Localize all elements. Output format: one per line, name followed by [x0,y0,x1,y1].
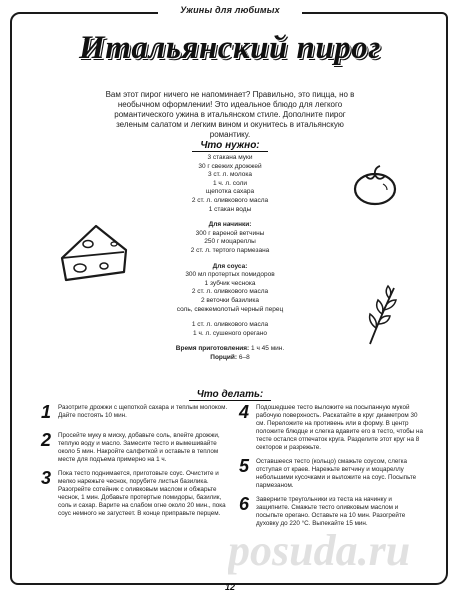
header-band [158,0,302,16]
step-item [38,404,228,426]
prep-time-label: Время приготовления: [175,345,250,353]
ingredient-item: 1 зубчик чеснока [204,279,256,287]
steps-left-column [38,404,228,524]
step-text: Заверните треугольники из теста на начинку и защипните. Смажьте тесто оливковым маслом и посыпьте орегано. Оставьте на 10 мин. Разогрейте духовку до 220 °С. Выпекайте 15 мин. [256,496,406,527]
step-number: 3 [40,468,51,488]
watermark: posuda.ru [228,526,411,575]
section-header: Ужины для любимых [180,5,280,15]
steps-heading-text: Что делать: [189,389,272,401]
portions [130,354,330,363]
ingredient-item: 2 ст. л. тертого пармезана [190,246,270,254]
ingredient-item: 1 ч. л. соли [212,179,248,187]
wheat-icon [362,282,402,346]
step-item [38,432,228,464]
prep-time-value: 1 ч 45 мин. [251,345,285,353]
tomato-icon [350,162,402,208]
ingredient-item: 250 г моцареллы [204,238,256,246]
ingredient-item: 1 стакан воды [208,205,252,213]
step-number: 2 [40,430,51,450]
intro-paragraph: Вам этот пирог ничего не напоминает? Правильно, это пицца, но в необычном оформлении! Это идеальное блюдо для легкого романтического ужина в итальянском стиле. Дополните пирог зеленым салатом и легким вином и окунитесь в итальянскую романтику. [105,90,355,139]
step-text: Просейте муку в миску, добавьте соль, влейте дрожжи, теплую воду и масло. Замесите тесто и вымешивайте около 5 мин. Накройте салфеткой и оставьте в теплом месте для подъема примерно на 1 ч. [58,432,220,463]
page-number: 12 [224,582,235,592]
ingredient-item: 1 ст. л. оливкового масла [191,321,269,329]
filling-title: Для начинки: [208,221,252,229]
page-title: Итальянский пирог [79,30,381,66]
sauce-title: Для соуса: [212,262,248,270]
step-text: Пока тесто поднимается, приготовьте соус. Очистите и мелко нарежьте чеснок, порубите листья базилика. Разогрейте сотейник с оливковым маслом и обжарьте чеснок, 1 мин. Добавьте протертые помидоры, базилик, соль и сахар. Варите на слабом огне около 20 мин., пока соус немного не загустеет. В конце приправьте перцем. [58,470,226,517]
ingredient-item: 300 мл протертых помидоров [185,271,275,279]
step-text: Разотрите дрожжи с щепоткой сахара и теплым молоком. Дайте постоять 10 мин. [58,404,228,419]
step-item [38,470,228,518]
steps-right-column [236,404,426,534]
step-text: Подошедшее тесто выложите на посыпанную мукой рабочую поверхность. Раскатайте в круг диаметром 30 см. Переложите на противень или в форму. В центр положите блюдце и слегка вдавите его в тесто, чтобы на тесте остался отпечаток круга. Разделите этот круг на 8 секторов и разрежьте. [256,404,423,451]
ingredient-item: 2 веточки базилика [201,296,259,304]
step-number: 5 [238,456,249,476]
ingredient-item: 3 стакана муки [207,154,253,161]
step-text: Оставшееся тесто (кольцо) смажьте соусом, слегка отступая от краев. Нарежьте ветчину и моцареллу небольшими кусочками и выложите на соус. Посыпьте пармезаном. [256,458,417,489]
ingredient-item: 2 ст. л. оливкового масла [191,196,269,204]
ingredient-item: соль, свежемолотый черный перец [176,305,284,313]
portions-label: Порций: [210,353,238,361]
portions-value: 6–8 [238,353,250,361]
ingredient-item: 300 г вареной ветчины [195,229,265,237]
ingredients-list [130,154,330,362]
ingredient-item: 2 ст. л. оливкового масла [191,288,269,296]
dough-group [130,154,330,214]
step-item [236,458,426,490]
prep-time [130,345,330,354]
step-item [236,404,426,452]
step-number: 4 [238,402,249,422]
steps-heading [0,389,460,401]
filling-group [130,221,330,255]
extra-group [130,321,330,338]
sauce-group [130,263,330,315]
ingredient-item: 3 ст. л. молока [208,171,252,179]
ingredients-heading-text: Что нужно: [192,140,267,152]
step-number: 6 [238,494,249,514]
step-item [236,496,426,528]
cheese-icon [58,222,130,284]
ingredients-heading [0,140,460,152]
ingredient-item: 1 ч. л. сушеного орегано [193,329,267,337]
ingredient-item: 30 г свежих дрожжей [198,162,262,170]
ingredient-item: щепотка сахара [205,188,255,196]
step-number: 1 [40,402,51,422]
